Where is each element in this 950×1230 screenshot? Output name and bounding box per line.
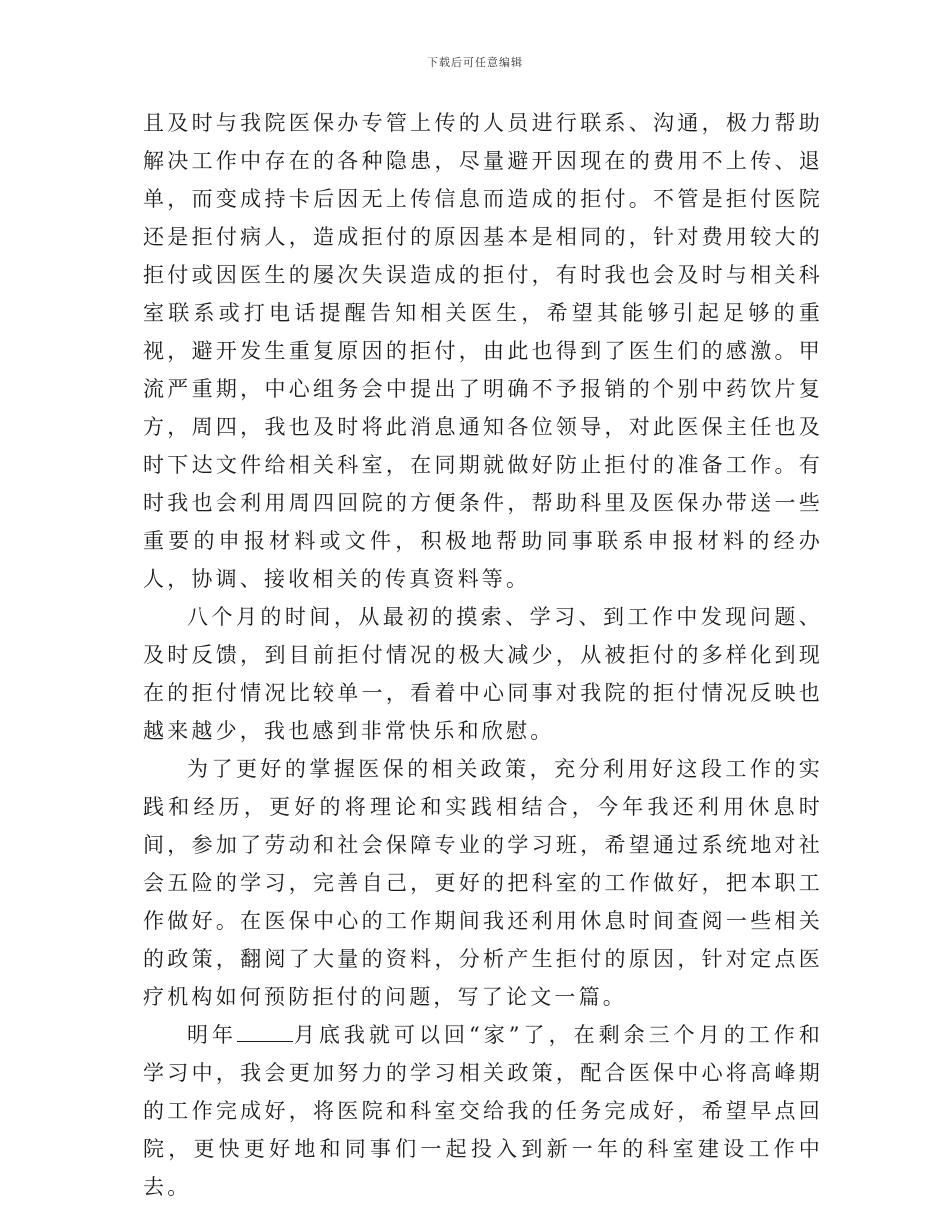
fill-in-blank bbox=[237, 1023, 293, 1042]
paragraph-1: 且及时与我院医保办专管上传的人员进行联系、沟通，极力帮助解决工作中存在的各种隐患，尽量避开因现在的费用不上传、退单，而变成持卡后因无上传信息而造成的拒付。不管是拒付医院还是拒付病人，造成拒付的原因基本是相同的，针对费用较大的拒付或因医生的屡次失误造成的拒付，有时我也会及时与相关科室联系或打电话提醒告知相关医生，希望其能够引起足够的重视，避开发生重复原因的拒付，由此也得到了医生们的感激。甲流严重期，中心组务会中提出了明确不予报销的个别中药饮片复方，周四，我也及时将此消息通知各位领导，对此医保主任也及时下达文件给相关科室，在同期就做好防止拒付的准备工作。有时我也会利用周四回院的方便条件，帮助科里及医保办带送一些重要的申报材料或文件，积极地帮助同事联系申报材料的经办人，协调、接收相关的传真资料等。 bbox=[143, 111, 823, 591]
paragraph-2: 八个月的时间，从最初的摸索、学习、到工作中发现问题、及时反馈，到目前拒付情况的极大减少，从被拒付的多样化到现在的拒付情况比较单一，看着中心同事对我院的拒付情况反映也越来越少，我也感到非常快乐和欣慰。 bbox=[143, 605, 823, 743]
page-header: 下载后可任意编辑 bbox=[427, 56, 523, 69]
paragraph-4-rest: 月底我就可以回“家”了，在剩余三个月的工作和学习中，我会更加努力的学习相关政策，配合医保中心将高峰期的工作完成好，将医院和科室交给我的任务完成好，希望早点回院，更快更好地和同事们一起投入到新一年的科室建设工作中去。 bbox=[143, 1023, 823, 1199]
paragraph-4-lead: 明年 bbox=[187, 1023, 238, 1047]
paragraph-4 bbox=[143, 1016, 823, 1206]
paragraph-3: 为了更好的掌握医保的相关政策，充分利用好这段工作的实践和经历，更好的将理论和实践相结合，今年我还利用休息时间，参加了劳动和社会保障专业的学习班，希望通过系统地对社会五险的学习，完善自己，更好的把科室的工作做好，把本职工作做好。在医保中心的工作期间我还利用休息时间查阅一些相关的政策，翻阅了大量的资料，分析产生拒付的原因，针对定点医疗机构如何预防拒付的问题，写了论文一篇。 bbox=[143, 757, 823, 1009]
document-body bbox=[143, 104, 823, 1206]
